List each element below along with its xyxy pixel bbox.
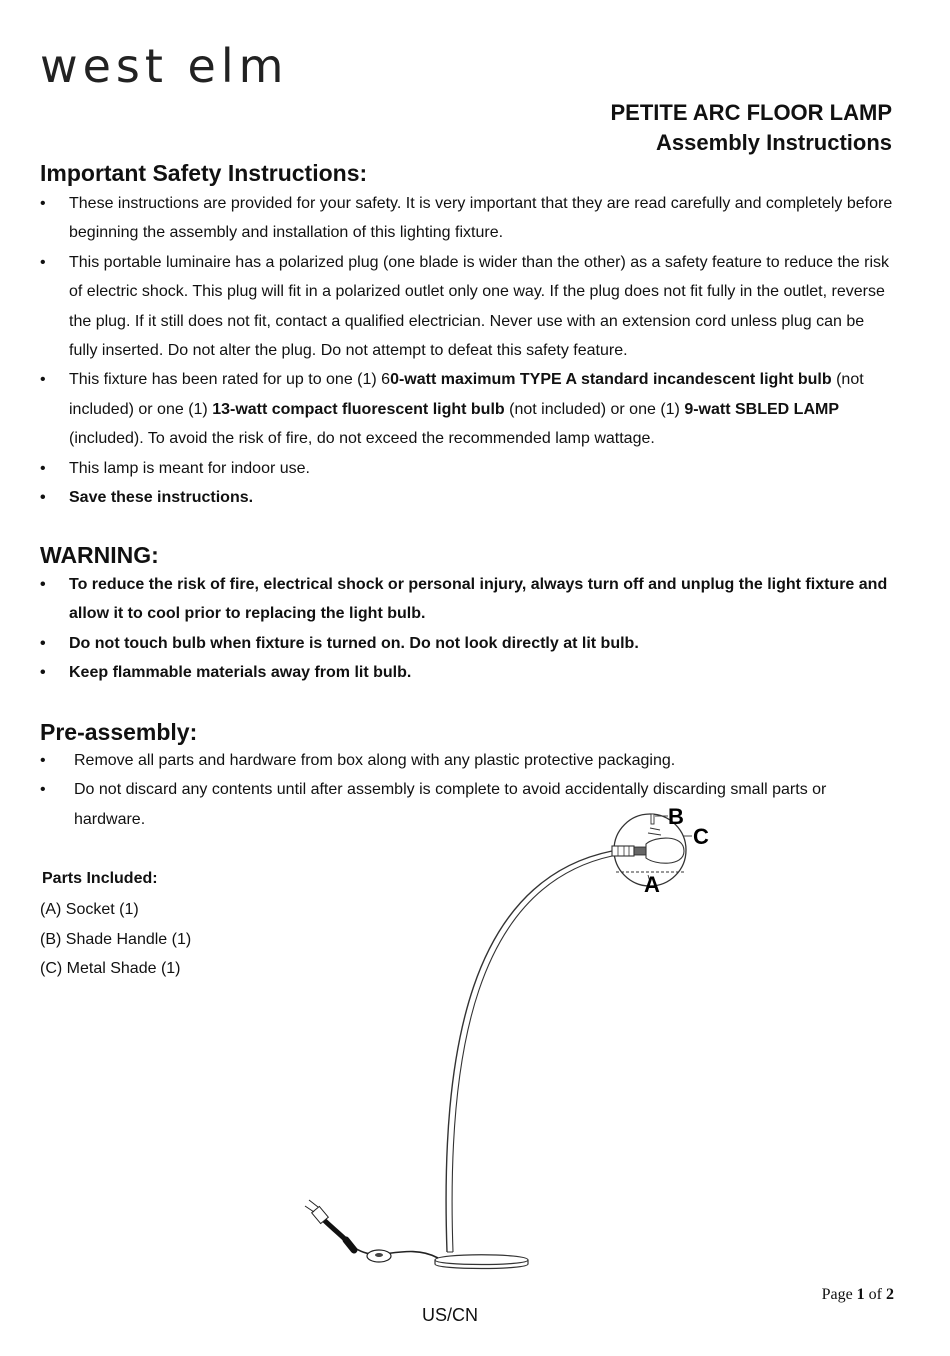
list-item: • Save these instructions. — [40, 483, 896, 512]
list-item: • To reduce the risk of fire, electrical shock or personal injury, always turn off and unplug the light fixture and allow it to cool prior to replacing the light bulb. — [40, 570, 896, 629]
socket-icon — [612, 846, 634, 856]
label-a: A — [644, 872, 660, 897]
list-item: • Do not discard any contents until after assembly is complete to avoid accidentally discarding small parts or hardware. — [40, 775, 860, 834]
list-item: • This portable luminaire has a polarized plug (one blade is wider than the other) as a safety feature to reduce the risk of electric shock. This plug will fit in a polarized outlet only one way. If the plug does not fit fully in the outlet, reverse the plug. If it still does not fit, contact a qualified electrician. Never use with an extension cord unless plug can be fully inserted. Do not alter the plug. Do not attempt to defeat this safety feature. — [40, 248, 896, 366]
parts-title: Parts Included: — [42, 870, 158, 887]
lamp-base — [435, 1255, 528, 1269]
brand-logo: west elm — [40, 39, 289, 93]
part-item: (B) Shade Handle (1) — [40, 930, 192, 948]
arc-pole-inner — [452, 856, 612, 1252]
power-cord — [352, 1246, 438, 1258]
page-number: Page 1 of 2 — [821, 1286, 894, 1303]
shade-handle-icon — [651, 814, 654, 824]
warning-heading: WARNING: — [40, 542, 159, 568]
list-item: • This fixture has been rated for up to one (1) 60-watt maximum TYPE A standard incandescent light bulb (not included) or one (1) 13-watt compact fluorescent light bulb (not included) or one (1) 9-watt SBLED LAMP (included). To avoid the risk of fire, do not exceed the recommended lamp wattage. — [40, 365, 896, 453]
list-item: • Keep flammable materials away from lit bulb. — [40, 658, 896, 687]
document-subtitle: Assembly Instructions — [656, 130, 892, 155]
preassembly-heading: Pre-assembly: — [40, 719, 198, 745]
list-item: • These instructions are provided for your safety. It is very important that they are read carefully and completely before beginning the assembly and installation of this lighting fixture. — [40, 189, 896, 248]
label-b: B — [668, 804, 684, 829]
plug-icon — [305, 1200, 354, 1250]
label-c: C — [693, 824, 709, 849]
region-code: US/CN — [422, 1305, 479, 1325]
foot-switch-icon — [367, 1250, 391, 1262]
bulb-icon — [646, 838, 684, 863]
product-name: PETITE ARC FLOOR LAMP — [610, 100, 892, 125]
safety-heading: Important Safety Instructions: — [40, 160, 368, 186]
list-item: • Do not touch bulb when fixture is turned on. Do not look directly at lit bulb. — [40, 629, 896, 658]
list-item: • This lamp is meant for indoor use. — [40, 454, 896, 483]
list-item: • Remove all parts and hardware from box along with any plastic protective packaging. — [40, 746, 860, 775]
arc-pole — [446, 851, 612, 1252]
part-item: (A) Socket (1) — [40, 901, 139, 918]
part-item: (C) Metal Shade (1) — [40, 960, 181, 977]
